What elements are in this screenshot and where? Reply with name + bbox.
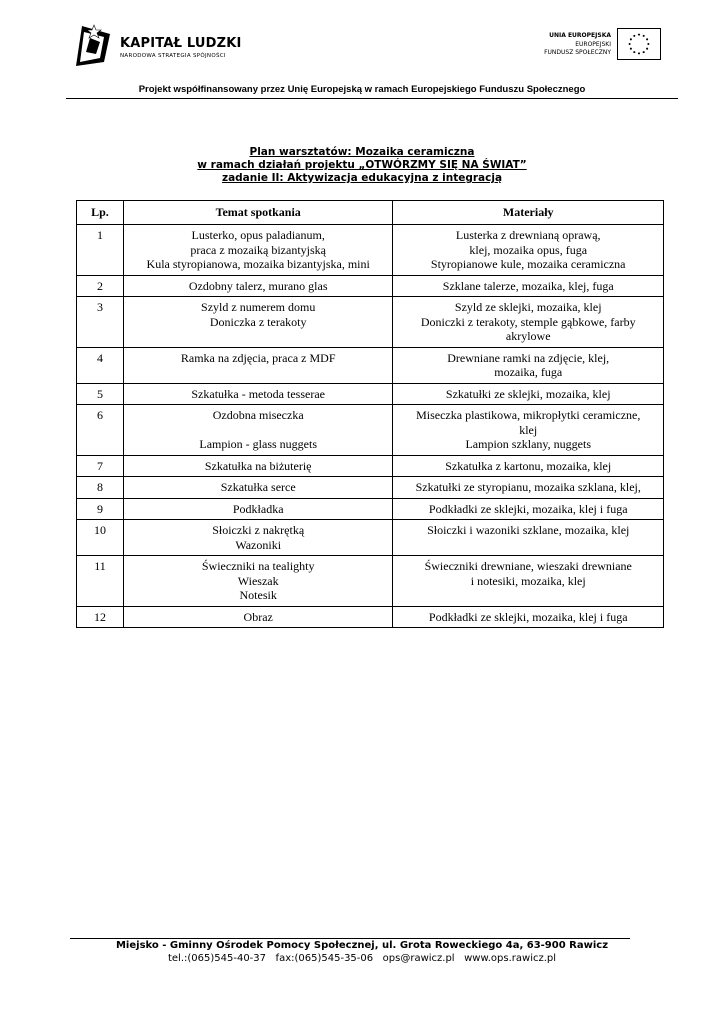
materials-line: Szkatułki ze sklejki, mozaika, klej (445, 386, 611, 401)
materials-line: Podkładki ze sklejki, mozaika, klej i fuga (428, 609, 628, 624)
topic-line: Doniczka z terakoty (209, 314, 307, 329)
workshop-plan-table (76, 200, 664, 628)
cell-topic (123, 383, 393, 405)
cell-topic (123, 275, 393, 297)
footer-contact: tel.:(065)545-40-37 fax:(065)545-35-06 ops@rawicz.pl www.ops.rawicz.pl (167, 953, 557, 964)
materials-line: Lusterka z drewnianą oprawą, (455, 228, 601, 242)
document-title: Plan warsztatów: Mozaika ceramiczna (249, 146, 475, 158)
eu-star-icon (633, 51, 635, 53)
document-title-block (0, 146, 724, 185)
topic-line: Wazoniki (235, 537, 282, 552)
cell-materials (393, 520, 664, 556)
eu-star-icon (633, 35, 635, 37)
cell-materials (393, 405, 664, 456)
eu-star-icon (638, 52, 640, 54)
table-header-row (77, 201, 664, 225)
cell-materials (393, 498, 664, 520)
topic-line: Notesik (239, 588, 277, 602)
table-row (77, 520, 664, 556)
materials-line: Szyld ze sklejki, mozaika, klej (454, 300, 602, 314)
cell-materials (393, 347, 664, 383)
header-materials: Materiały (393, 201, 664, 225)
materials-line: klej, mozaika opus, fuga (469, 242, 588, 257)
cell-topic (123, 297, 393, 348)
eu-star-icon (629, 43, 631, 45)
document-subtitle: w ramach działań projektu „OTWÓRZMY SIĘ NA ŚWIAT” (197, 159, 527, 171)
materials-line: Podkładki ze sklejki, mozaika, klej i fuga (428, 501, 628, 516)
cell-topic (123, 520, 393, 556)
cell-materials (393, 297, 664, 348)
materials-line: klej (519, 422, 538, 437)
cell-lp: 8 (77, 477, 124, 499)
topic-line: Obraz (243, 609, 273, 624)
materials-line: Szkatułka z kartonu, mozaika, klej (445, 458, 612, 473)
document-task: zadanie II: Aktywizacja edukacyjna z integracją (221, 172, 503, 184)
topic-line: Ozdobna miseczka (212, 408, 304, 422)
topic-line: Podkładka (232, 501, 284, 516)
cell-topic (123, 498, 393, 520)
topic-line: Słoiczki z nakrętką (212, 523, 305, 537)
table-row (77, 556, 664, 607)
cell-topic (123, 347, 393, 383)
table-row (77, 383, 664, 405)
table-row (77, 405, 664, 456)
materials-line: i notesiki, mozaika, klej (470, 573, 586, 588)
eu-star-icon (643, 51, 645, 53)
eu-logo-line1: UNIA EUROPEJSKA (549, 32, 611, 39)
topic-line: Lusterko, opus paladianum, (191, 228, 325, 242)
header-divider (66, 98, 678, 99)
materials-line: Styropianowe kule, mozaika ceramiczna (430, 257, 626, 271)
eu-logo-line3: FUNDUSZ SPOŁECZNY (544, 49, 611, 56)
table-row (77, 297, 664, 348)
cell-topic (123, 405, 393, 456)
header-lp: Lp. (77, 201, 124, 225)
materials-line: Słoiczki i wazoniki szklane, mozaika, klej (427, 523, 630, 537)
cell-materials (393, 455, 664, 477)
eu-star-icon (647, 43, 649, 45)
cell-lp: 6 (77, 405, 124, 456)
materials-line: akrylowe (505, 329, 551, 343)
cell-topic (123, 556, 393, 607)
page-header (0, 0, 724, 100)
cell-lp: 10 (77, 520, 124, 556)
cell-lp: 5 (77, 383, 124, 405)
footer-divider (70, 938, 630, 939)
table-row (77, 498, 664, 520)
eu-star-icon (646, 48, 648, 50)
topic-line: Ramka na zdjęcia, praca z MDF (180, 350, 336, 365)
topic-line: Szkatułka na biżuterię (204, 458, 312, 473)
eu-star-icon (643, 35, 645, 37)
cell-topic (123, 455, 393, 477)
cell-lp: 3 (77, 297, 124, 348)
topic-line: praca z mozaiką bizantyjską (190, 242, 326, 257)
cell-lp: 7 (77, 455, 124, 477)
topic-line: Lampion - glass nuggets (199, 437, 318, 451)
materials-line: Świeczniki drewniane, wieszaki drewniane (424, 559, 632, 573)
materials-line: Drewniane ramki na zdjęcie, klej, (447, 350, 610, 365)
table-row (77, 347, 664, 383)
topic-line: Szyld z numerem domu (201, 300, 316, 314)
materials-line: Doniczki z terakoty, stemple gąbkowe, farby (420, 314, 636, 329)
table-row (77, 275, 664, 297)
cell-topic (123, 225, 393, 276)
cell-topic (123, 606, 393, 628)
materials-line: Szklane talerze, mozaika, klej, fuga (442, 278, 614, 293)
cell-lp: 9 (77, 498, 124, 520)
footer-address: Miejsko - Gminny Ośrodek Pomocy Społecznej, ul. Grota Roweckiego 4a, 63-900 Rawicz (115, 940, 609, 951)
cell-materials (393, 275, 664, 297)
materials-line: Miseczka plastikowa, mikropłytki ceramiczne, (416, 408, 641, 422)
eu-star-icon (646, 38, 648, 40)
materials-line: mozaika, fuga (494, 365, 563, 379)
cell-materials (393, 606, 664, 628)
kapital-ludzki-emblem-icon (72, 22, 114, 68)
topic-line: Kula styropianowa, mozaika bizantyjska, mini (146, 257, 370, 271)
table-row (77, 225, 664, 276)
materials-line: Lampion szklany, nuggets (465, 437, 591, 451)
eu-logo (540, 28, 665, 68)
table-row (77, 455, 664, 477)
topic-line: Wieszak (237, 573, 279, 588)
cell-materials (393, 556, 664, 607)
cell-topic (123, 477, 393, 499)
cell-lp: 11 (77, 556, 124, 607)
table-row (77, 477, 664, 499)
eu-logo-line2: EUROPEJSKI (575, 41, 611, 48)
cell-lp: 4 (77, 347, 124, 383)
topic-line: Szkatułka serce (220, 480, 296, 494)
eu-star-icon (630, 38, 632, 40)
materials-line: Szkatułki ze styropianu, mozaika szklana, klej, (415, 480, 641, 494)
eu-flag-icon (617, 28, 661, 60)
eu-star-icon (638, 34, 640, 36)
table-row (77, 606, 664, 628)
topic-line: Świeczniki na tealighty (201, 559, 315, 573)
kapital-ludzki-logo (72, 22, 262, 72)
topic-line: Szkatułka - metoda tesserae (191, 386, 325, 401)
cell-materials (393, 225, 664, 276)
table-body (77, 225, 664, 628)
header-topic: Temat spotkania (123, 201, 393, 225)
cell-lp: 2 (77, 275, 124, 297)
logo-left-subtitle: NARODOWA STRATEGIA SPÓJNOŚCI (120, 53, 226, 59)
cell-lp: 1 (77, 225, 124, 276)
eu-star-icon (630, 48, 632, 50)
topic-line (128, 423, 389, 438)
topic-line: Ozdobny talerz, murano glas (188, 278, 328, 293)
cell-materials (393, 477, 664, 499)
cell-materials (393, 383, 664, 405)
cofinancing-note: Projekt współfinansowany przez Unię Europejską w ramach Europejskiego Funduszu Społecznego (138, 84, 586, 95)
cell-lp: 12 (77, 606, 124, 628)
logo-left-name: KAPITAŁ LUDZKI (120, 36, 242, 51)
